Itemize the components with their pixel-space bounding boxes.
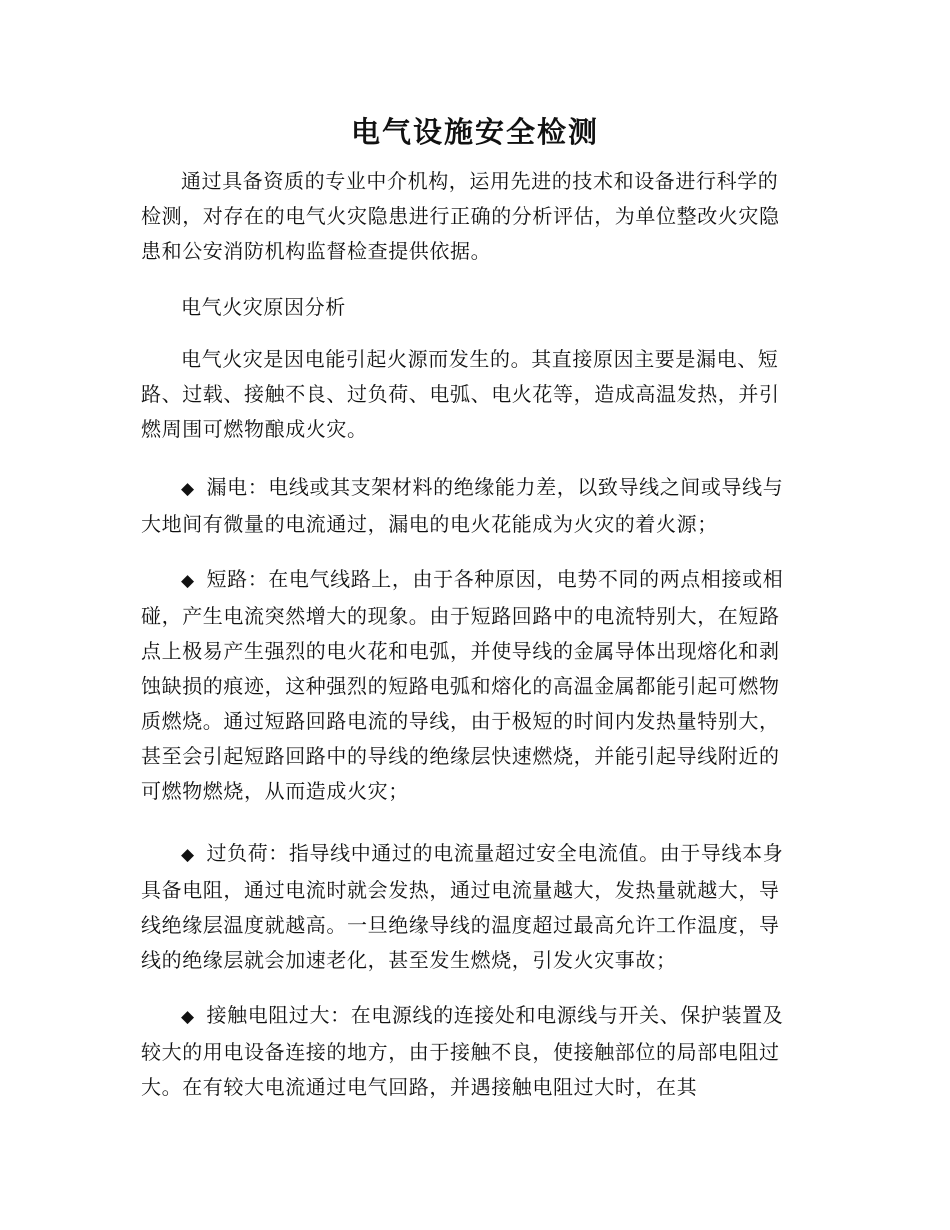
diamond-bullet-icon: ◆ (181, 479, 195, 499)
list-item-text: 短路：在电气线路上，由于各种原因，电势不同的两点相接或相碰，产生电流突然增大的现象。由于短路回路中的电流特别大，在短路点上极易产生强烈的电火花和电弧，并使导线的金属导体出现熔化和剥蚀缺损的痕迹，这种强烈的短路电弧和熔化的高温金属都能引起可燃物质燃烧。通过短路回路电流的导线，由于极短的时间内发热量特别大，甚至会引起短路回路中的导线的绝缘层快速燃烧，并能引起导线附近的可燃物燃烧，从而造成火灾； (141, 567, 784, 803)
list-item-text: 过负荷：指导线中通过的电流量超过安全电流值。由于导线本身具备电阻，通过电流时就会发热，通过电流量越大，发热量就越大，导线绝缘层温度就越高。一旦绝缘导线的温度超过最高允许工作温度，导线的绝缘层就会加速老化，甚至发生燃烧，引发火灾事故； (141, 841, 784, 972)
diamond-bullet-icon: ◆ (181, 845, 195, 865)
list-item-text: 接触电阻过大：在电源线的连接处和电源线与开关、保护装置及较大的用电设备连接的地方，由于接触不良，使接触部位的局部电阻过大。在有较大电流通过电气回路，并遇接触电阻过大时，在其 (141, 1003, 784, 1099)
list-item-short-circuit (141, 562, 797, 809)
diamond-bullet-icon: ◆ (181, 571, 195, 591)
cause-summary-paragraph: 电气火灾是因电能引起火源而发生的。其直接原因主要是漏电、短路、过载、接触不良、过负荷、电弧、电火花等，造成高温发热，并引燃周围可燃物酿成火灾。 (141, 347, 780, 441)
list-item-text: 漏电：电线或其支架材料的绝缘能力差，以致导线之间或导线与大地间有微量的电流通过，漏电的电火花能成为火灾的着火源； (141, 475, 784, 536)
list-item-leakage (141, 470, 797, 542)
diamond-bullet-icon: ◆ (181, 1007, 195, 1027)
intro-paragraph: 通过具备资质的专业中介机构，运用先进的技术和设备进行科学的检测，对存在的电气火灾隐患进行正确的分析评估，为单位整改火灾隐患和公安消防机构监督检查提供依据。 (141, 169, 780, 263)
document-title: 电气设施安全检测 (350, 115, 599, 149)
list-item-overload (141, 836, 797, 978)
list-item-contact-resistance (141, 998, 797, 1105)
section-heading: 电气火灾原因分析 (181, 295, 346, 319)
